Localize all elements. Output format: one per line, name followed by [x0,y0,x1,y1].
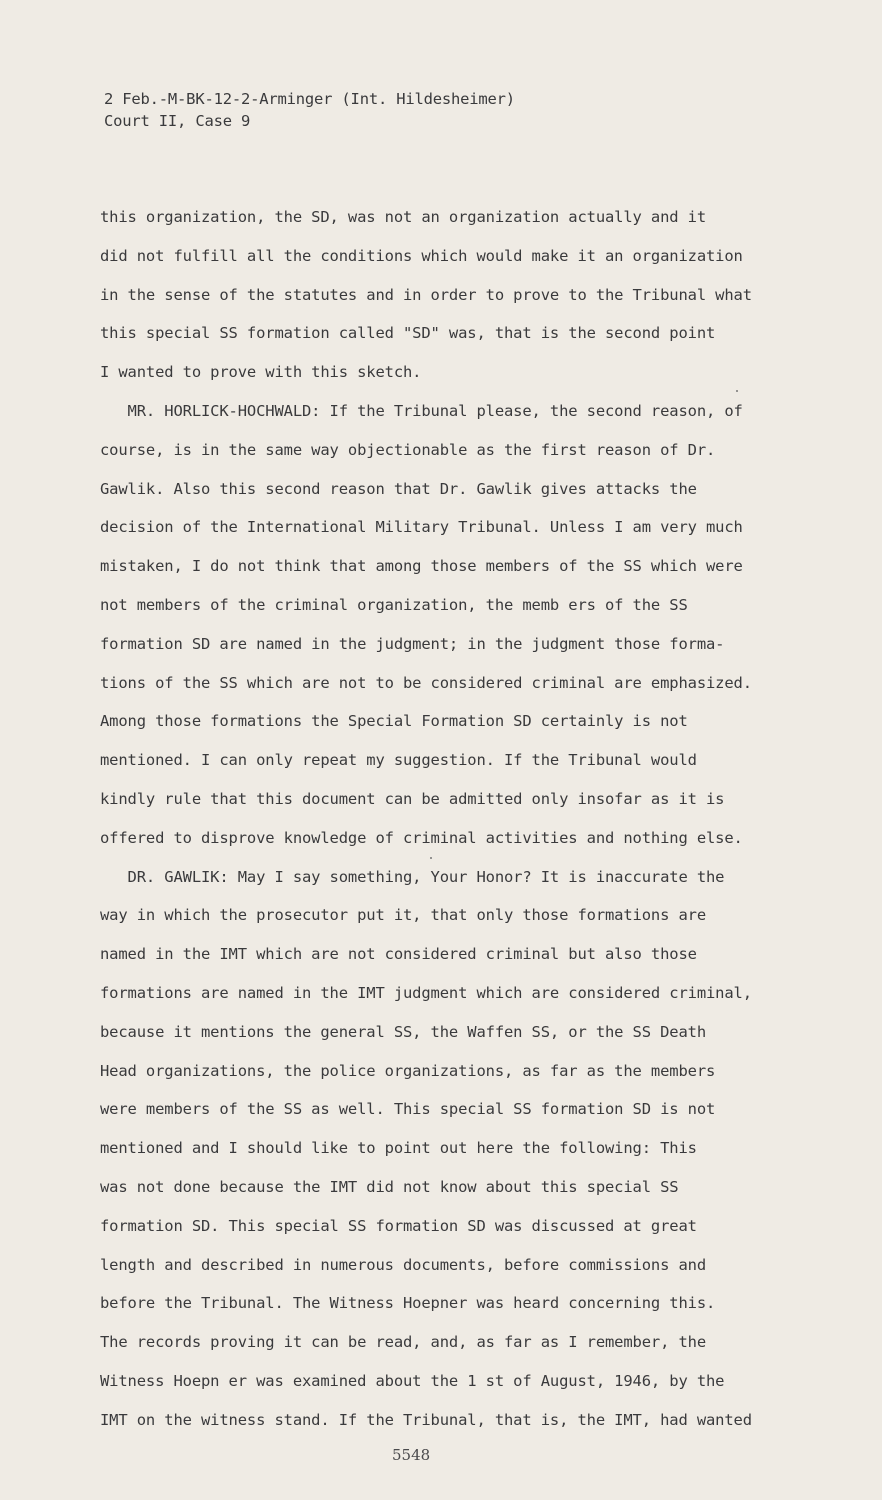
text-line: mentioned and I should like to point out here the following: This [100,1139,697,1158]
text-line: before the Tribunal. The Witness Hoepner was heard concerning this. [100,1294,716,1313]
text-line: kindly rule that this document can be admitted only insofar as it is [100,789,725,808]
text-line: I wanted to prove with this sketch. [100,363,422,382]
header-court-line: Court II, Case 9 [104,112,251,130]
text-line: tions of the SS which are not to be considered criminal are emphasized. [100,673,752,692]
text-line: IMT on the witness stand. If the Tribunal, that is, the IMT, had wanted [100,1410,752,1429]
text-line: course, is in the same way objectionable as the first reason of Dr. [100,440,716,459]
text-line: formations are named in the IMT judgment which are considered criminal, [100,983,752,1002]
text-line: Head organizations, the police organizations, as far as the members [100,1061,716,1080]
header-reference-line: 2 Feb.-M-BK-12-2-Arminger (Int. Hildesheimer) [104,90,515,108]
text-line: this special SS formation called "SD" was, that is the second point [100,324,716,343]
text-line: was not done because the IMT did not know about this special SS [100,1177,679,1196]
paper-speck [430,857,432,859]
text-line: way in which the prosecutor put it, that only those formations are [100,906,706,925]
text-line: formation SD. This special SS formation SD was discussed at great [100,1216,697,1235]
text-line: MR. HORLICK-HOCHWALD: If the Tribunal please, the second reason, of [100,401,743,420]
paper-speck [736,390,738,392]
transcript-body [100,203,800,1445]
document-header [104,88,515,132]
text-line: Witness Hoepn er was examined about the 1 st of August, 1946, by the [100,1371,725,1390]
text-line: did not fulfill all the conditions which would make it an organization [100,246,743,265]
text-line: not members of the criminal organization, the memb ers of the SS [100,595,688,614]
text-line: The records proving it can be read, and, as far as I remember, the [100,1333,706,1352]
text-line: were members of the SS as well. This special SS formation SD is not [100,1100,716,1119]
text-line: because it mentions the general SS, the Waffen SS, or the SS Death [100,1022,706,1041]
text-line: this organization, the SD, was not an organization actually and it [100,208,706,226]
page-number: 5548 [392,1446,431,1464]
text-line: DR. GAWLIK: May I say something, Your Honor? It is inaccurate the [100,867,725,886]
text-line: offered to disprove knowledge of criminal activities and nothing else. [100,828,743,847]
text-line: named in the IMT which are not considered criminal but also those [100,945,697,964]
text-line: mistaken, I do not think that among those members of the SS which were [100,557,743,576]
text-line: formation SD are named in the judgment; in the judgment those forma- [100,634,725,653]
text-line: length and described in numerous documents, before commissions and [100,1255,706,1274]
text-line: mentioned. I can only repeat my suggestion. If the Tribunal would [100,751,697,770]
text-line: Among those formations the Special Formation SD certainly is not [100,712,688,731]
text-line: decision of the International Military Tribunal. Unless I am very much [100,518,743,537]
text-line: Gawlik. Also this second reason that Dr. Gawlik gives attacks the [100,479,697,498]
text-line: in the sense of the statutes and in order to prove to the Tribunal what [100,285,752,304]
